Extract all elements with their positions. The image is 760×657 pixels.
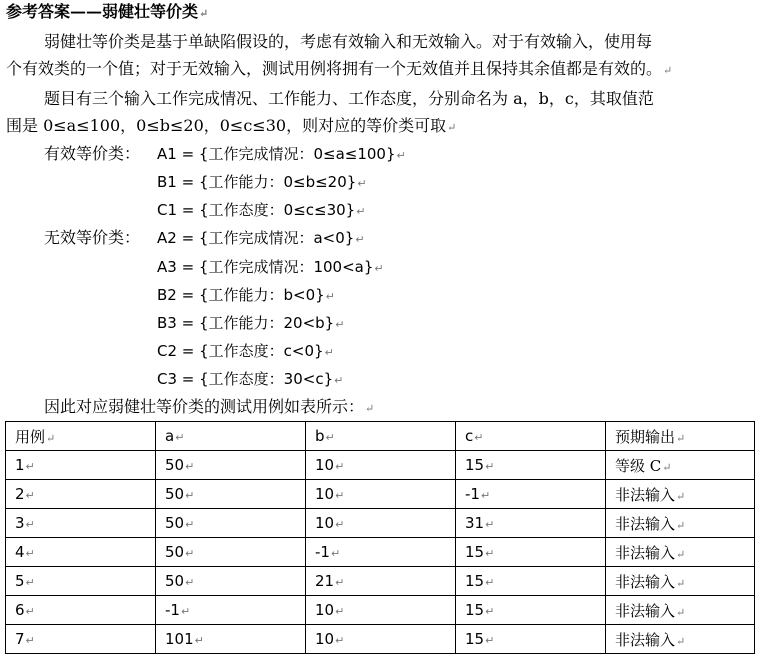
table-row: [6, 625, 755, 654]
header-cell: b↵: [306, 422, 456, 451]
paragraph-mark-icon: ↵: [676, 605, 686, 619]
table-cell: 10↵: [306, 509, 456, 538]
paragraph-mark-icon: ↵: [357, 177, 367, 190]
table-row: [6, 538, 755, 567]
paragraph-mark-icon: ↵: [374, 262, 384, 275]
paragraph-mark-icon: ↵: [335, 634, 345, 647]
paragraph-mark-icon: ↵: [25, 460, 35, 473]
table-cell: -1↵: [456, 480, 606, 509]
table-cell: 101↵: [156, 625, 306, 654]
paragraph-mark-icon: ↵: [356, 205, 366, 218]
valid-classes-label: 有效等价类：: [44, 144, 141, 163]
paragraph-mark-icon: ↵: [662, 460, 672, 474]
paragraph-mark-icon: ↵: [25, 634, 35, 647]
equivalence-class: A3 = {工作完成情况：100<a}↵: [157, 258, 384, 276]
table-cell: 7↵: [6, 625, 156, 654]
paragraph-mark-icon: ↵: [335, 605, 345, 618]
test-case-table: [5, 421, 755, 654]
table-cell: 10↵: [306, 451, 456, 480]
paragraph-mark-icon: ↵: [676, 634, 686, 648]
paragraph-mark-icon: ↵: [185, 489, 195, 502]
table-cell: -1↵: [156, 596, 306, 625]
paragraph-mark-icon: ↵: [676, 576, 686, 590]
paragraph-mark-icon: ↵: [324, 346, 334, 359]
equivalence-class: C2 = {工作态度：c<0}↵: [157, 342, 334, 360]
table-cell: 15↵: [456, 451, 606, 480]
table-cell: 3↵: [6, 509, 156, 538]
paragraph-mark-icon: ↵: [365, 402, 375, 415]
table-cell: 非法输入↵: [606, 625, 755, 654]
table-cell: 10↵: [306, 480, 456, 509]
paragraph-mark-icon: ↵: [185, 547, 195, 560]
paragraph-mark-icon: ↵: [676, 431, 686, 445]
paragraph-mark-icon: ↵: [335, 318, 345, 331]
equivalence-class: B3 = {工作能力：20<b}↵: [157, 314, 345, 332]
paragraph-mark-icon: ↵: [485, 547, 495, 560]
table-cell: 21↵: [306, 567, 456, 596]
table-cell: 非法输入↵: [606, 567, 755, 596]
table-cell: 非法输入↵: [606, 538, 755, 567]
table-cell: 31↵: [456, 509, 606, 538]
paragraph-mark-icon: ↵: [676, 489, 686, 503]
paragraph-mark-icon: ↵: [180, 605, 191, 618]
paragraph-mark-icon: ↵: [676, 547, 686, 561]
paragraph-mark-icon: ↵: [185, 460, 195, 473]
paragraph-mark-icon: ↵: [194, 634, 204, 647]
paragraph-mark-icon: ↵: [334, 374, 344, 387]
paragraph-mark-icon: ↵: [330, 547, 341, 560]
paragraph-mark-icon: ↵: [335, 460, 345, 473]
paragraph-mark-icon: ↵: [485, 576, 495, 589]
paragraph-mark-icon: ↵: [485, 634, 495, 647]
paragraph-mark-icon: ↵: [485, 460, 495, 473]
table-cell: 非法输入↵: [606, 596, 755, 625]
paragraph-mark-icon: ↵: [325, 290, 335, 303]
header-cell: c↵: [456, 422, 606, 451]
table-cell: -1↵: [306, 538, 456, 567]
paragraph-mark-icon: ↵: [447, 121, 457, 134]
definition-line-2: 个有效类的一个值；对于无效输入，测试用例将拥有一个无效值并且保持其余值都是有效的。↵: [6, 59, 673, 78]
table-cell: 非法输入↵: [606, 480, 755, 509]
paragraph-mark-icon: ↵: [325, 431, 335, 444]
paragraph-mark-icon: ↵: [25, 518, 35, 531]
header-cell: a↵: [156, 422, 306, 451]
table-row: [6, 596, 755, 625]
table-cell: 等级 C↵: [606, 451, 755, 480]
equivalence-class: A1 = {工作完成情况：0≤a≤100}↵: [157, 145, 406, 163]
paragraph-mark-icon: ↵: [663, 64, 673, 77]
paragraph-mark-icon: ↵: [335, 489, 345, 502]
table-cell: 10↵: [306, 625, 456, 654]
equivalence-class: A2 = {工作完成情况：a<0}↵: [157, 229, 365, 247]
paragraph-mark-icon: ↵: [480, 489, 491, 502]
problem-line-2: 围是 0≤a≤100，0≤b≤20，0≤c≤30，则对应的等价类可取↵: [6, 116, 457, 135]
definition-line-1: 弱健壮等价类是基于单缺陷假设的，考虑有效输入和无效输入。对于有效输入，使用每: [44, 32, 653, 51]
table-cell: 50↵: [156, 567, 306, 596]
table-cell: 15↵: [456, 596, 606, 625]
table-cell: 1↵: [6, 451, 156, 480]
paragraph-mark-icon: ↵: [185, 576, 195, 589]
table-intro: 因此对应弱健壮等价类的测试用例如表所示：↵: [44, 397, 375, 416]
paragraph-mark-icon: ↵: [185, 518, 195, 531]
paragraph-mark-icon: ↵: [25, 605, 35, 618]
paragraph-mark-icon: ↵: [199, 7, 209, 20]
paragraph-mark-icon: ↵: [25, 547, 35, 560]
table-cell: 2↵: [6, 480, 156, 509]
paragraph-mark-icon: ↵: [396, 149, 406, 162]
paragraph-mark-icon: ↵: [676, 518, 686, 532]
paragraph-mark-icon: ↵: [46, 431, 56, 445]
table-row: [6, 451, 755, 480]
table-row: [6, 509, 755, 538]
invalid-classes-label: 无效等价类：: [44, 228, 141, 247]
equivalence-class: C1 = {工作态度：0≤c≤30}↵: [157, 201, 366, 219]
table-cell: 4↵: [6, 538, 156, 567]
paragraph-mark-icon: ↵: [335, 576, 345, 589]
table-cell: 10↵: [306, 596, 456, 625]
table-row: [6, 480, 755, 509]
problem-line-1: 题目有三个输入工作完成情况、工作能力、工作态度，分别命名为 a，b，c，其取值范: [44, 89, 654, 108]
paragraph-mark-icon: ↵: [474, 431, 484, 444]
header-cell: 预期输出↵: [606, 422, 755, 451]
table-header-row: [6, 422, 755, 451]
table-cell: 50↵: [156, 538, 306, 567]
equivalence-class: B1 = {工作能力：0≤b≤20}↵: [157, 173, 367, 191]
table-cell: 50↵: [156, 451, 306, 480]
table-row: [6, 567, 755, 596]
paragraph-mark-icon: ↵: [355, 233, 365, 246]
table-cell: 15↵: [456, 538, 606, 567]
paragraph-mark-icon: ↵: [25, 576, 35, 589]
table-cell: 6↵: [6, 596, 156, 625]
table-cell: 15↵: [456, 567, 606, 596]
header-cell: 用例↵: [6, 422, 156, 451]
paragraph-mark-icon: ↵: [335, 518, 345, 531]
equivalence-class: B2 = {工作能力：b<0}↵: [157, 286, 335, 304]
paragraph-mark-icon: ↵: [485, 605, 495, 618]
paragraph-mark-icon: ↵: [25, 489, 35, 502]
paragraph-mark-icon: ↵: [485, 518, 495, 531]
table-cell: 50↵: [156, 509, 306, 538]
table-cell: 非法输入↵: [606, 509, 755, 538]
table-cell: 15↵: [456, 625, 606, 654]
table-cell: 50↵: [156, 480, 306, 509]
answer-heading: 参考答案——弱健壮等价类↵: [6, 2, 209, 21]
paragraph-mark-icon: ↵: [175, 431, 185, 444]
equivalence-class: C3 = {工作态度：30<c}↵: [157, 370, 344, 388]
table-cell: 5↵: [6, 567, 156, 596]
